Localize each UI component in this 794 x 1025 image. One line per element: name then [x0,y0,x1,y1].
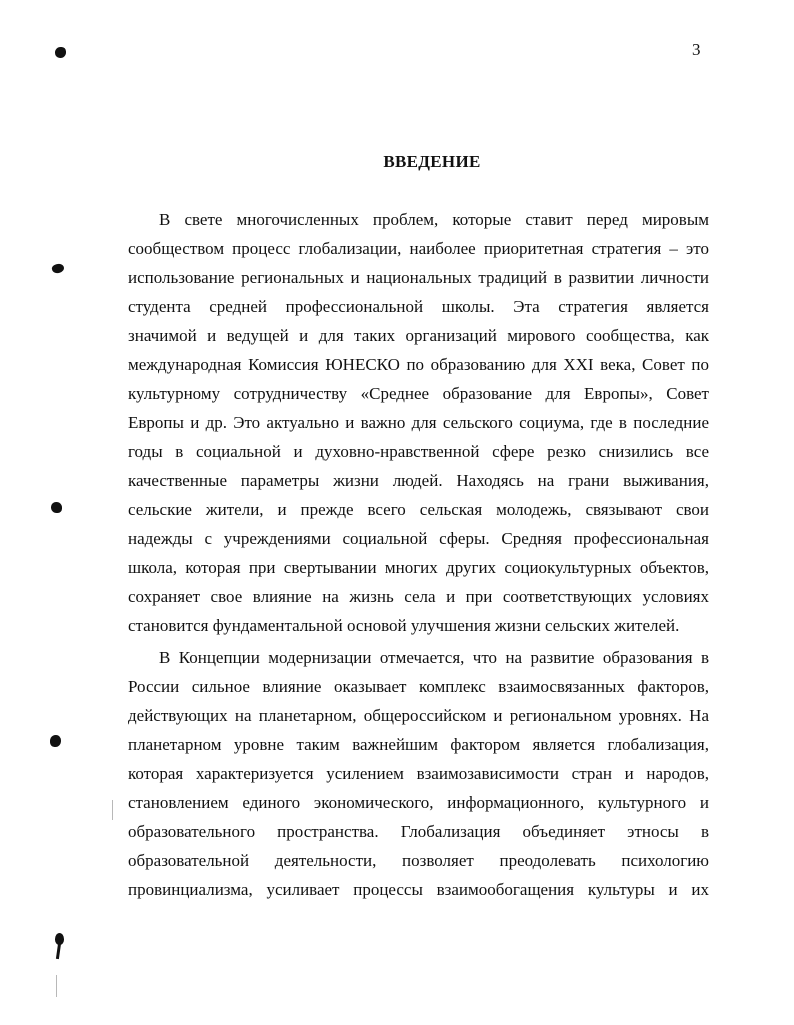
text-line: сохраняет свое влияние на жизнь села и при соответствующих условиях [128,587,709,606]
text-line: годы в социальной и духовно-нравственной сфере резко снизились все [128,442,709,461]
text-line: В свете многочисленных проблем, которые ставит перед мировым [159,210,709,229]
text-line: становлением единого экономического, информационного, культурного и [128,793,709,812]
section-title: ВВЕДЕНИЕ [383,152,481,171]
text-line: международная Комиссия ЮНЕСКО по образованию для XXI века, Совет по [128,355,709,374]
punch-hole-mark [50,735,61,747]
text-line: значимой и ведущей и для таких организаций мирового сообщества, как [128,326,709,345]
text-line: действующих на планетарном, общероссийском и региональном уровнях. На [128,706,709,725]
text-line: сообществом процесс глобализации, наиболее приоритетная стратегия – это [128,239,709,258]
text-line: студента средней профессиональной школы. Эта стратегия является [128,297,709,316]
text-line: В Концепции модернизации отмечается, что на развитие образования в [159,648,709,667]
text-line: Европы и др. Это актуально и важно для сельского социума, где в последние [128,413,709,432]
text-line: планетарном уровне таким важнейшим фактором является глобализация, [128,735,709,754]
paragraph-2 [128,643,709,904]
punch-hole-mark [51,263,65,275]
page-number: 3 [692,40,701,59]
punch-hole-mark [56,943,61,959]
text-line: провинциализма, усиливает процессы взаимообогащения культуры и их [128,880,709,899]
text-line: которая характеризуется усилением взаимозависимости стран и народов, [128,764,709,783]
text-line: надежды с учреждениями социальной сферы. Средняя профессиональная [128,529,709,548]
text-line: России сильное влияние оказывает комплекс взаимосвязанных факторов, [128,677,709,696]
paragraph-1 [128,205,709,640]
scan-edge-line [112,800,113,820]
text-line: образовательной деятельности, позволяет преодолевать психологию [128,851,709,870]
text-line: качественные параметры жизни людей. Находясь на грани выживания, [128,471,709,490]
text-line: образовательного пространства. Глобализация объединяет этносы в [128,822,709,841]
text-line: становится фундаментальной основой улучшения жизни сельских жителей. [128,616,680,635]
text-line: культурному сотрудничеству «Среднее образование для Европы», Совет [128,384,709,403]
punch-hole-mark [51,502,62,513]
text-line: использование региональных и национальных традиций в развитии личности [128,268,709,287]
scan-edge-line [56,975,57,997]
punch-hole-mark [55,47,66,58]
text-line: сельские жители, и прежде всего сельская молодежь, связывают свои [128,500,709,519]
text-line: школа, которая при свертывании многих других социокультурных объектов, [128,558,709,577]
